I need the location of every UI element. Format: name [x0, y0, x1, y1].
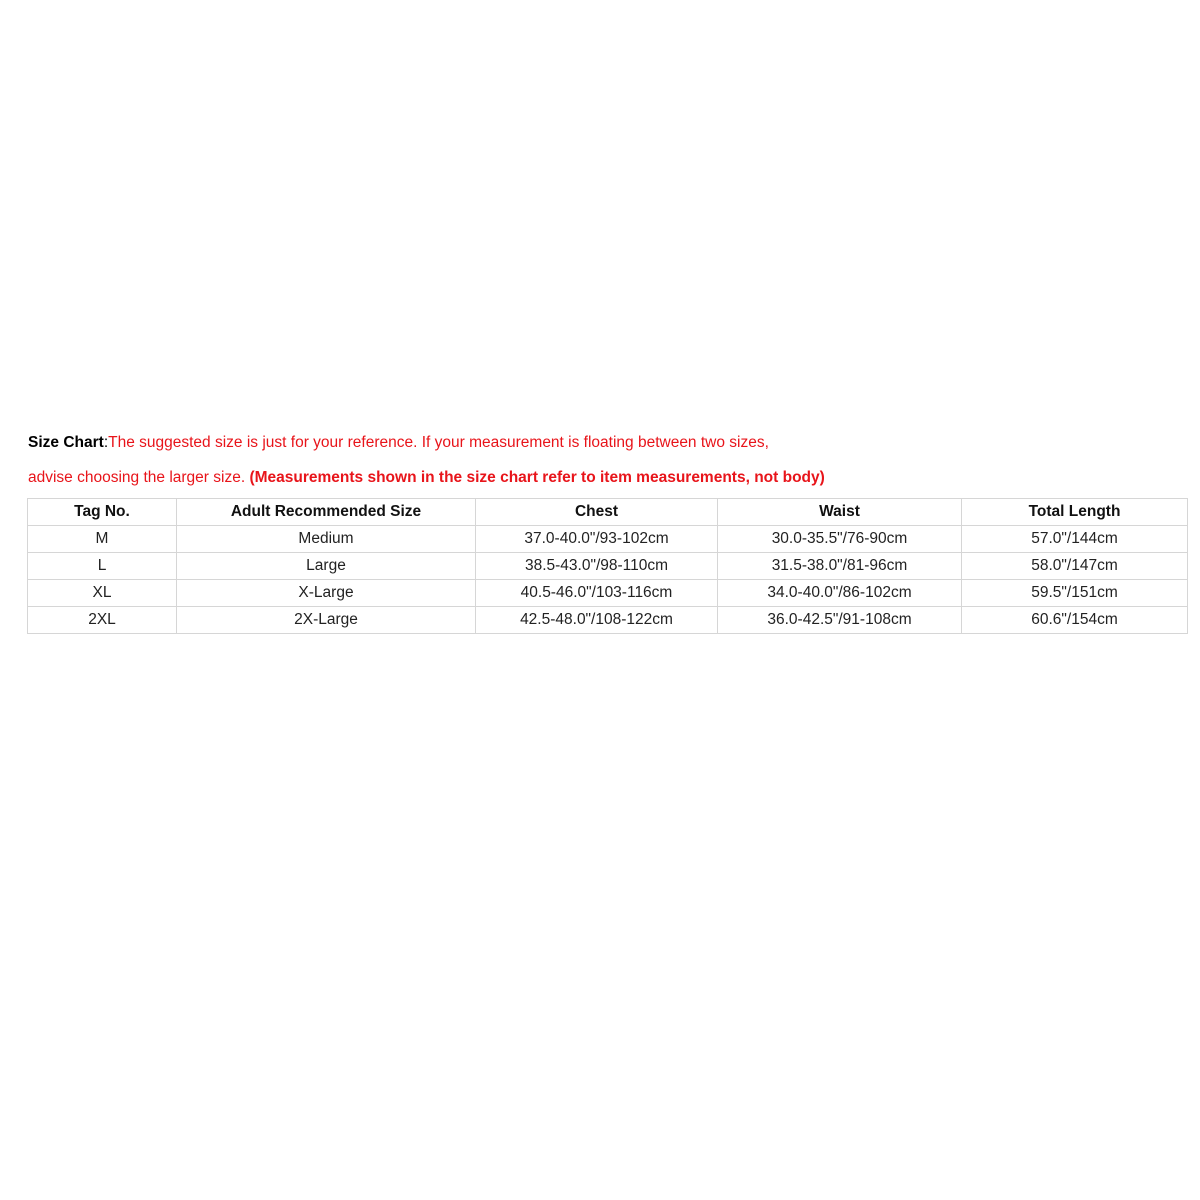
- cell-chest: 42.5-48.0"/108-122cm: [476, 607, 718, 634]
- size-table: [27, 498, 1188, 634]
- table-row: [28, 553, 1188, 580]
- cell-recommended-size: X-Large: [177, 580, 476, 607]
- note-line-2: [28, 460, 1188, 495]
- cell-tag-no: M: [28, 526, 177, 553]
- cell-waist: 34.0-40.0"/86-102cm: [718, 580, 962, 607]
- label-colon: :: [103, 434, 109, 451]
- cell-tag-no: XL: [28, 580, 177, 607]
- cell-waist: 30.0-35.5"/76-90cm: [718, 526, 962, 553]
- size-chart-note: [28, 425, 1188, 495]
- cell-waist: 36.0-42.5"/91-108cm: [718, 607, 962, 634]
- cell-recommended-size: Large: [177, 553, 476, 580]
- note-text-2: advise choosing the larger size.: [28, 469, 250, 486]
- cell-recommended-size: Medium: [177, 526, 476, 553]
- cell-total-length: 57.0"/144cm: [962, 526, 1188, 553]
- header-chest: Chest: [476, 499, 718, 526]
- table-row: [28, 526, 1188, 553]
- table-header-row: [28, 499, 1188, 526]
- cell-tag-no: L: [28, 553, 177, 580]
- cell-waist: 31.5-38.0"/81-96cm: [718, 553, 962, 580]
- table-row: [28, 580, 1188, 607]
- cell-recommended-size: 2X-Large: [177, 607, 476, 634]
- header-tag-no: Tag No.: [28, 499, 177, 526]
- cell-total-length: 58.0"/147cm: [962, 553, 1188, 580]
- cell-total-length: 59.5"/151cm: [962, 580, 1188, 607]
- cell-total-length: 60.6"/154cm: [962, 607, 1188, 634]
- cell-tag-no: 2XL: [28, 607, 177, 634]
- note-text-1: The suggested size is just for your reference. If your measurement is floating between two sizes,: [108, 434, 769, 451]
- table-row: [28, 607, 1188, 634]
- header-waist: Waist: [718, 499, 962, 526]
- size-chart-label: Size Chart: [28, 434, 104, 451]
- header-total-length: Total Length: [962, 499, 1188, 526]
- cell-chest: 38.5-43.0"/98-110cm: [476, 553, 718, 580]
- note-line-1: [28, 425, 1188, 460]
- cell-chest: 40.5-46.0"/103-116cm: [476, 580, 718, 607]
- header-adult-recommended-size: Adult Recommended Size: [177, 499, 476, 526]
- note-bold-text: (Measurements shown in the size chart refer to item measurements, not body): [249, 469, 825, 486]
- cell-chest: 37.0-40.0"/93-102cm: [476, 526, 718, 553]
